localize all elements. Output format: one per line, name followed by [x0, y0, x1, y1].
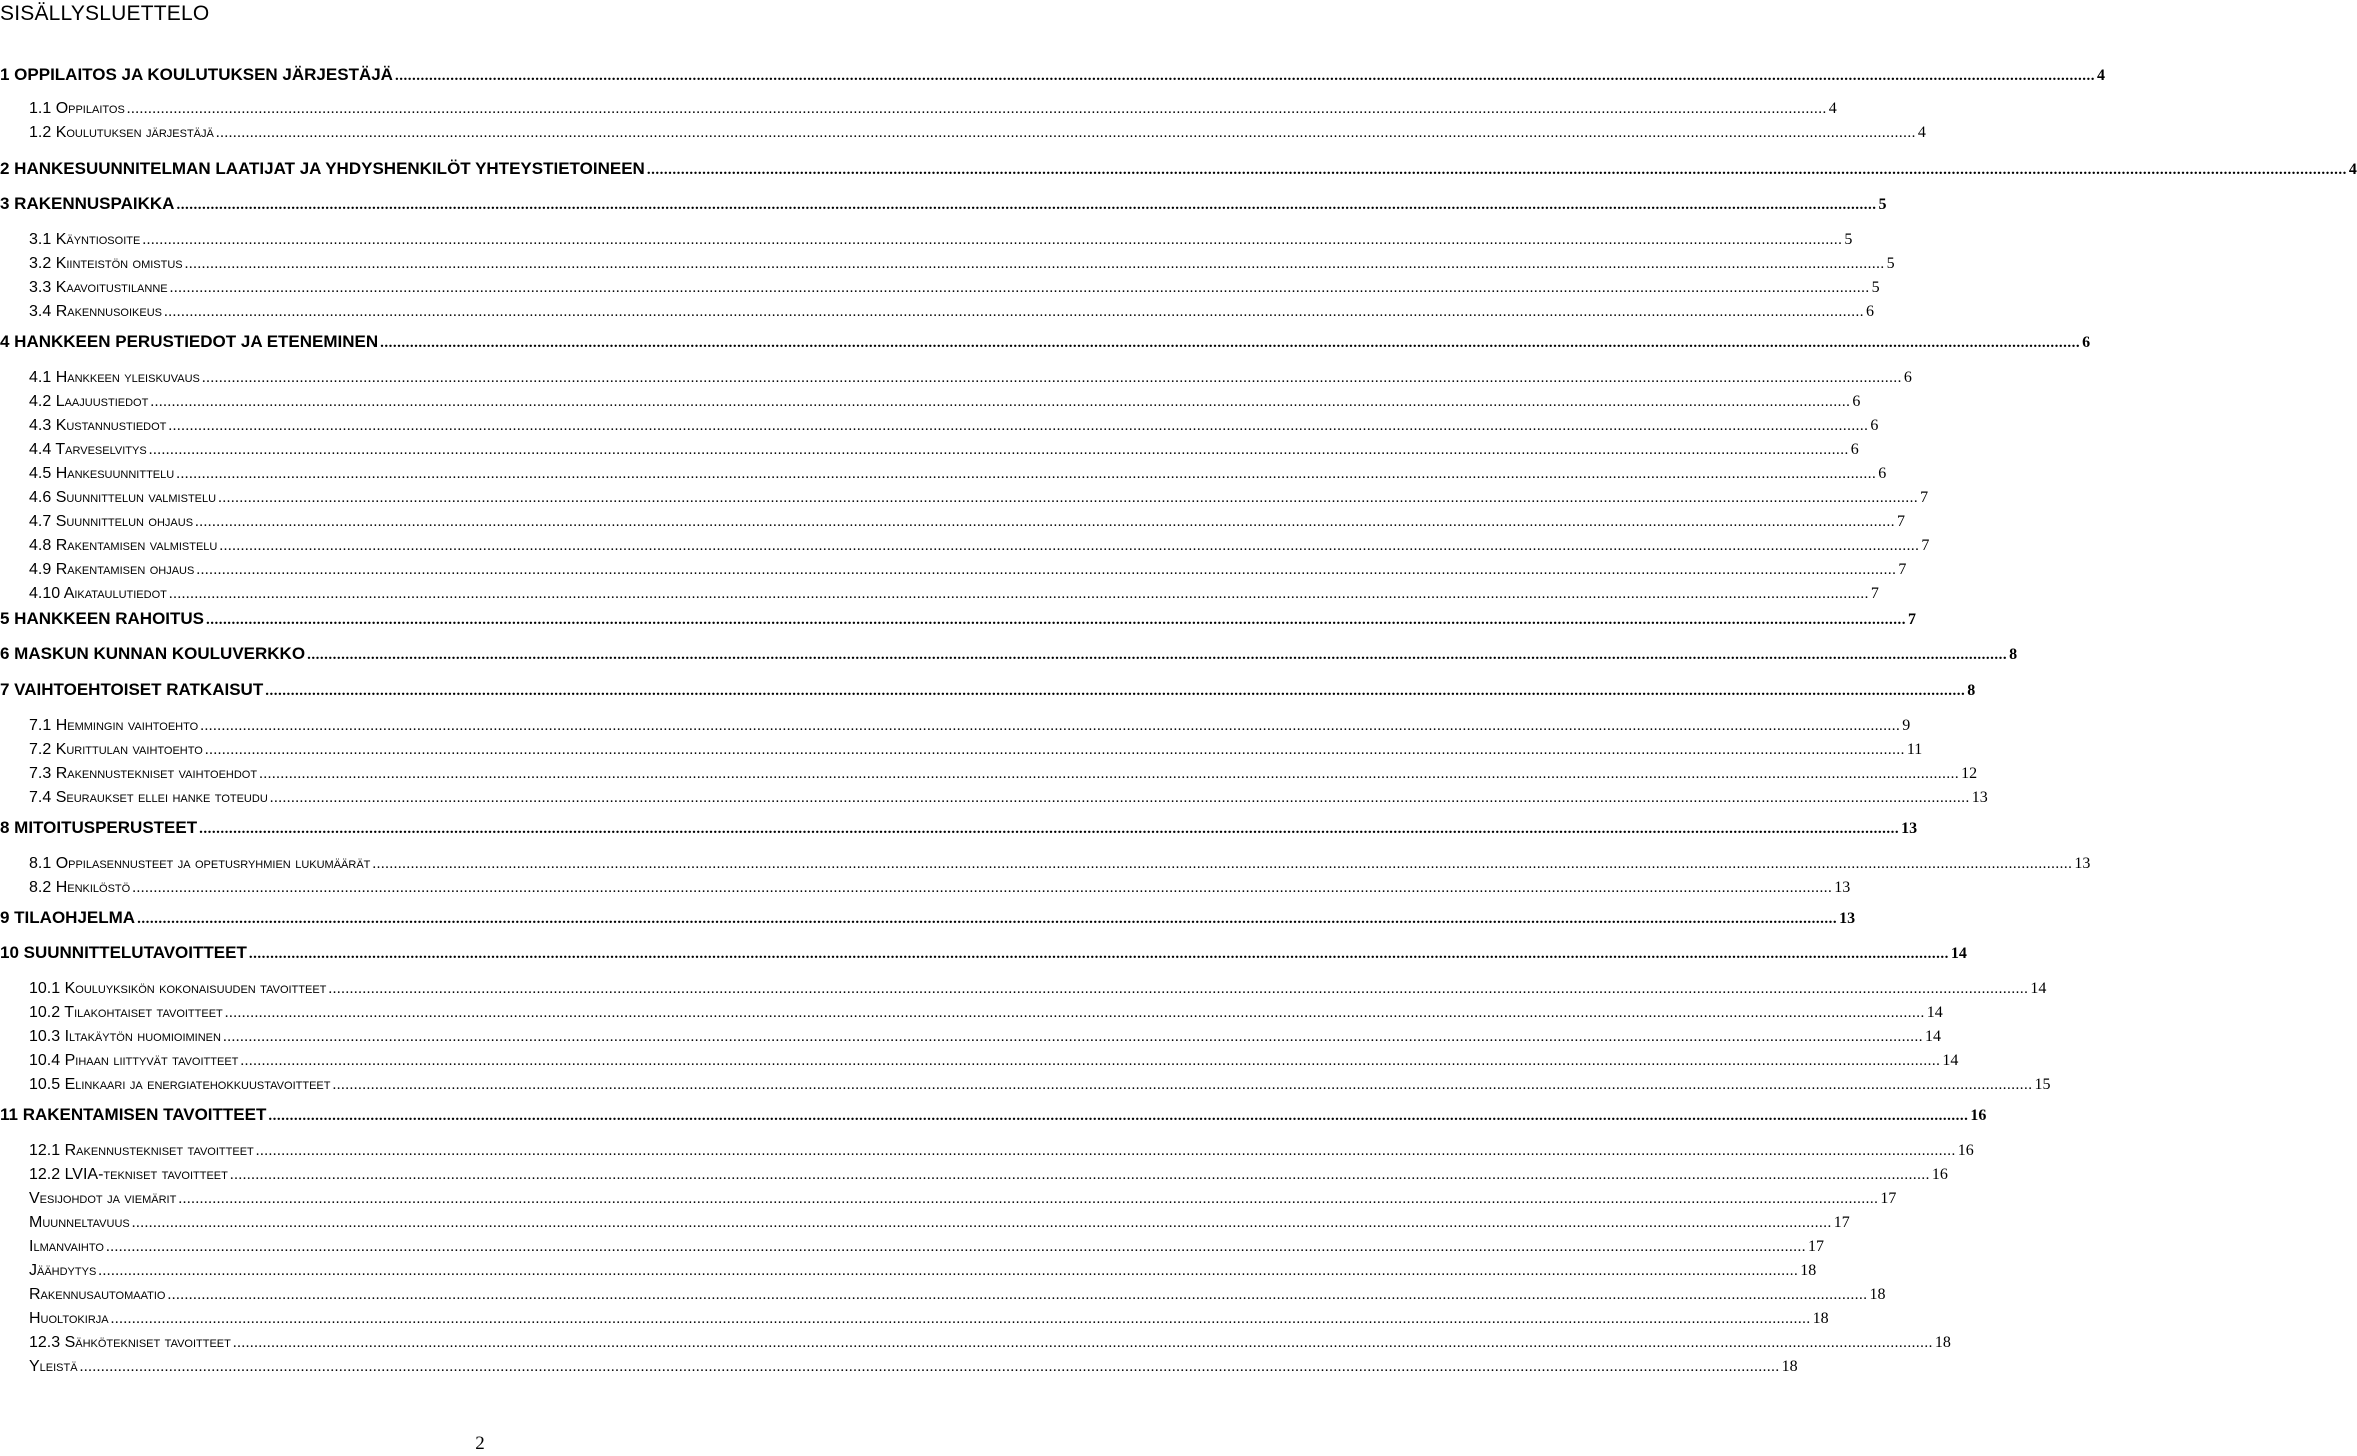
toc-entry-section[interactable]	[29, 583, 1879, 605]
toc-entry-label: 4.7 Suunnittelun ohjaus	[29, 513, 194, 530]
toc-entry-label: 4.8 Rakentamisen valmistelu	[29, 537, 218, 554]
toc-entry-label: 4.1 Hankkeen yleiskuvaus	[29, 369, 200, 386]
toc-entry-label: 10.3 Iltakäytön huomioiminen	[29, 1028, 221, 1045]
toc-entry-page: 14	[1926, 1004, 1943, 1021]
toc-entry-label: Yleistä	[29, 1358, 78, 1375]
toc-entry-label: 3 RAKENNUSPAIKKA	[0, 194, 175, 213]
dot-leader: ................................................................................................................................................................................................................................................................................................................................................................................................................	[215, 125, 1916, 141]
toc-entry-page: 13	[1901, 820, 1918, 837]
dot-leader: ................................................................................................................................................................................................................................................................................................................................................................................................................	[255, 1143, 1956, 1159]
dot-leader: ................................................................................................................................................................................................................................................................................................................................................................................................................	[142, 232, 1843, 248]
toc-entry-page: 5	[1871, 279, 1880, 296]
dot-leader: ................................................................................................................................................................................................................................................................................................................................................................................................................	[200, 718, 1901, 734]
toc-entry-section[interactable]	[29, 439, 1859, 461]
toc-entry-page: 7	[1898, 561, 1907, 578]
toc-entry-section[interactable]	[29, 367, 1912, 389]
dot-leader: ................................................................................................................................................................................................................................................................................................................................................................................................................	[380, 335, 2081, 351]
dot-leader: ................................................................................................................................................................................................................................................................................................................................................................................................................	[176, 197, 1877, 213]
toc-entry-label: 12.3 Sähkötekniset tavoitteet	[29, 1334, 231, 1351]
toc-entry-section[interactable]	[29, 739, 1923, 761]
dot-leader: ................................................................................................................................................................................................................................................................................................................................................................................................................	[259, 766, 1960, 782]
toc-entry-section[interactable]	[29, 1332, 1951, 1354]
toc-entry-label: 9 TILAOHJELMA	[0, 908, 136, 927]
toc-entry-label: 7 VAIHTOEHTOISET RATKAISUT	[0, 680, 264, 699]
toc-entry-label: 1 OPPILAITOS JA KOULUTUKSEN JÄRJESTÄJÄ	[0, 65, 393, 84]
toc-entry-page: 18	[1781, 1358, 1798, 1375]
toc-entry-label: 4.10 Aikataulutiedot	[29, 585, 167, 602]
toc-entry-page: 18	[1934, 1334, 1951, 1351]
toc-entry-section[interactable]	[29, 978, 2047, 1000]
toc-entry-label: 4.2 Laajuustiedot	[29, 393, 149, 410]
toc-entry-chapter[interactable]	[0, 608, 1917, 630]
toc-entry-page: 18	[1869, 1286, 1886, 1303]
toc-entry-page: 6	[1866, 303, 1874, 320]
toc-entry-label: 4.4 Tarveselvitys	[29, 441, 147, 458]
dot-leader: ................................................................................................................................................................................................................................................................................................................................................................................................................	[164, 304, 1864, 320]
toc-entry-page: 7	[1870, 585, 1879, 602]
toc-entry-page: 13	[1971, 789, 1988, 806]
toc-entry-page: 17	[1880, 1190, 1897, 1207]
toc-entry-label: 10.1 Kouluyksikön kokonaisuuden tavoitteet	[29, 980, 327, 997]
dot-leader: ................................................................................................................................................................................................................................................................................................................................................................................................................	[248, 946, 1949, 962]
toc-entry-label: 10.5 Elinkaari ja energiatehokkuustavoitteet	[29, 1076, 331, 1093]
toc-entry-label: 10.4 Pihaan liittyvät tavoitteet	[29, 1052, 239, 1069]
toc-entry-page: 17	[1807, 1238, 1824, 1255]
toc-entry-label: 5 HANKKEEN RAHOITUS	[0, 609, 205, 628]
toc-entry-label: 3.1 Käyntiosoite	[29, 231, 141, 248]
dot-leader: ................................................................................................................................................................................................................................................................................................................................................................................................................	[196, 562, 1897, 578]
toc-entry-section[interactable]	[29, 787, 1988, 809]
dot-leader: ................................................................................................................................................................................................................................................................................................................................................................................................................	[218, 490, 1919, 506]
toc-entry-label: 4 HANKKEEN PERUSTIEDOT JA ETENEMINEN	[0, 332, 379, 351]
toc-entry-section[interactable]	[29, 715, 1911, 737]
dot-leader: ................................................................................................................................................................................................................................................................................................................................................................................................................	[206, 612, 1907, 628]
toc-entry-page: 14	[1942, 1052, 1959, 1069]
dot-leader: ................................................................................................................................................................................................................................................................................................................................................................................................................	[199, 821, 1900, 837]
toc-entry-section[interactable]	[29, 1260, 1817, 1282]
toc-entry-label: 10 SUUNNITTELUTAVOITTEET	[0, 943, 247, 962]
toc-entry-section[interactable]	[29, 277, 1880, 299]
dot-leader: ................................................................................................................................................................................................................................................................................................................................................................................................................	[222, 1029, 1923, 1045]
toc-entry-page: 4	[1917, 124, 1926, 141]
toc-entry-label: 4.3 Kustannustiedot	[29, 417, 167, 434]
toc-entry-page: 12	[1961, 765, 1978, 782]
toc-entry-label: 4.6 Suunnittelun valmistelu	[29, 489, 217, 506]
dot-leader: ................................................................................................................................................................................................................................................................................................................................................................................................................	[328, 981, 2029, 997]
toc-entry-page: 16	[1931, 1166, 1948, 1183]
toc-entry-chapter[interactable]	[0, 643, 2018, 665]
toc-entry-label: 4.9 Rakentamisen ohjaus	[29, 561, 195, 578]
toc-entry-label: 1.1 Oppilaitos	[29, 100, 125, 117]
toc-entry-label: 3.3 Kaavoitustilanne	[29, 279, 168, 296]
toc-entry-label: Rakennusautomaatio	[29, 1286, 166, 1303]
dot-leader: ................................................................................................................................................................................................................................................................................................................................................................................................................	[219, 538, 1920, 554]
toc-entry-label: 4.5 Hankesuunnittelu	[29, 465, 175, 482]
dot-leader: ................................................................................................................................................................................................................................................................................................................................................................................................................	[131, 1215, 1832, 1231]
toc-entry-section[interactable]	[29, 1356, 1798, 1378]
toc-entry-section[interactable]	[29, 415, 1879, 437]
dot-leader: ................................................................................................................................................................................................................................................................................................................................................................................................................	[184, 256, 1885, 272]
toc-entry-chapter[interactable]	[0, 331, 2091, 353]
dot-leader: ................................................................................................................................................................................................................................................................................................................................................................................................................	[268, 1108, 1969, 1124]
toc-entry-section[interactable]	[29, 253, 1895, 275]
dot-leader: ................................................................................................................................................................................................................................................................................................................................................................................................................	[168, 418, 1869, 434]
dot-leader: ................................................................................................................................................................................................................................................................................................................................................................................................................	[105, 1239, 1806, 1255]
dot-leader: ................................................................................................................................................................................................................................................................................................................................................................................................................	[150, 394, 1851, 410]
toc-entry-page: 5	[1886, 255, 1895, 272]
toc-entry-page: 14	[1950, 945, 1967, 962]
toc-entry-label: 1.2 Koulutuksen järjestäjä	[29, 124, 214, 141]
dot-leader: ................................................................................................................................................................................................................................................................................................................................................................................................................	[132, 880, 1833, 896]
dot-leader: ................................................................................................................................................................................................................................................................................................................................................................................................................	[137, 911, 1838, 927]
dot-leader: ................................................................................................................................................................................................................................................................................................................................................................................................................	[332, 1077, 2033, 1093]
toc-entry-page: 6	[1870, 417, 1879, 434]
toc-entry-section[interactable]	[29, 1164, 1948, 1186]
dot-leader: ................................................................................................................................................................................................................................................................................................................................................................................................................	[204, 742, 1905, 758]
toc-entry-section[interactable]	[29, 1308, 1829, 1330]
toc-entry-page: 7	[1921, 537, 1930, 554]
dot-leader: ................................................................................................................................................................................................................................................................................................................................................................................................................	[269, 790, 1970, 806]
dot-leader: ................................................................................................................................................................................................................................................................................................................................................................................................................	[394, 68, 2095, 84]
toc-entry-label: Ilmanvaihto	[29, 1238, 104, 1255]
toc-entry-label: 10.2 Tilakohtaiset tavoitteet	[29, 1004, 223, 1021]
toc-entry-section[interactable]	[29, 487, 1929, 509]
toc-entry-page: 14	[2030, 980, 2047, 997]
toc-entry-label: 7.3 Rakennustekniset vaihtoehdot	[29, 765, 258, 782]
toc-entry-chapter[interactable]	[0, 64, 2105, 86]
toc-entry-page: 18	[1800, 1262, 1817, 1279]
toc-entry-label: Huoltokirja	[29, 1310, 109, 1327]
toc-entry-page: 16	[1970, 1107, 1987, 1124]
toc-entry-page: 13	[2074, 855, 2091, 872]
toc-entry-page: 11	[1906, 741, 1923, 758]
toc-entry-page: 5	[1844, 231, 1853, 248]
toc-entry-label: 12.2 LVIA-tekniset tavoitteet	[29, 1166, 228, 1183]
dot-leader: ................................................................................................................................................................................................................................................................................................................................................................................................................	[79, 1359, 1780, 1375]
toc-entry-section[interactable]	[29, 301, 1874, 323]
toc-entry-label: 8.2 Henkilöstö	[29, 879, 131, 896]
toc-entry-page: 4	[2096, 67, 2105, 84]
toc-entry-section[interactable]	[29, 229, 1853, 251]
dot-leader: ................................................................................................................................................................................................................................................................................................................................................................................................................	[169, 280, 1870, 296]
toc-entry-section[interactable]	[29, 1050, 1959, 1072]
toc-entry-section[interactable]	[29, 535, 1930, 557]
dot-leader: ................................................................................................................................................................................................................................................................................................................................................................................................................	[178, 1191, 1879, 1207]
toc-entry-section[interactable]	[29, 391, 1861, 413]
toc-entry-page: 14	[1924, 1028, 1941, 1045]
toc-entry-page: 7	[1908, 611, 1917, 628]
toc-entry-section[interactable]	[29, 1188, 1897, 1210]
dot-leader: ................................................................................................................................................................................................................................................................................................................................................................................................................	[195, 514, 1896, 530]
dot-leader: ................................................................................................................................................................................................................................................................................................................................................................................................................	[224, 1005, 1925, 1021]
dot-leader: ................................................................................................................................................................................................................................................................................................................................................................................................................	[240, 1053, 1941, 1069]
dot-leader: ................................................................................................................................................................................................................................................................................................................................................................................................................	[110, 1311, 1811, 1327]
toc-entry-label: 2 HANKESUUNNITELMAN LAATIJAT JA YHDYSHENKILÖT YHTEYSTIETOINEEN	[0, 159, 645, 178]
toc-entry-section[interactable]	[29, 1002, 1943, 1024]
toc-entry-label: Jäähdytys	[29, 1262, 97, 1279]
toc-entry-page: 4	[1828, 100, 1837, 117]
toc-entry-label: Muunneltavuus	[29, 1214, 130, 1231]
toc-entry-section[interactable]	[29, 122, 1926, 144]
toc-entry-chapter[interactable]	[0, 679, 1976, 701]
toc-entry-chapter[interactable]	[0, 158, 2357, 180]
toc-entry-section[interactable]	[29, 1212, 1850, 1234]
toc-entry-page: 8	[2009, 646, 2018, 663]
toc-entry-page: 9	[1902, 717, 1911, 734]
toc-entry-label: 12.1 Rakennustekniset tavoitteet	[29, 1142, 254, 1159]
toc-entry-label: 11 RAKENTAMISEN TAVOITTEET	[0, 1105, 267, 1124]
toc-entry-section[interactable]	[29, 1236, 1824, 1258]
toc-entry-page: 17	[1833, 1214, 1850, 1231]
dot-leader: ................................................................................................................................................................................................................................................................................................................................................................................................................	[372, 856, 2073, 872]
toc-entry-page: 13	[1834, 879, 1851, 896]
dot-leader: ................................................................................................................................................................................................................................................................................................................................................................................................................	[646, 162, 2347, 178]
toc-entry-section[interactable]	[29, 98, 1837, 120]
toc-entry-label: 7.1 Hemmingin vaihtoehto	[29, 717, 199, 734]
toc-entry-label: 8 MITOITUSPERUSTEET	[0, 818, 198, 837]
toc-entry-page: 18	[1812, 1310, 1829, 1327]
toc-entry-section[interactable]	[29, 511, 1906, 533]
toc-entry-page: 7	[1897, 513, 1906, 530]
page-number: 2	[475, 1433, 485, 1454]
toc-entry-section[interactable]	[29, 877, 1851, 899]
dot-leader: ................................................................................................................................................................................................................................................................................................................................................................................................................	[168, 586, 1869, 602]
toc-entry-label: 8.1 Oppilasennusteet ja opetusryhmien lukumäärät	[29, 855, 371, 872]
toc-entry-page: 5	[1878, 196, 1887, 213]
toc-entry-page: 6	[1850, 441, 1859, 458]
toc-entry-page: 15	[2034, 1076, 2051, 1093]
dot-leader: ................................................................................................................................................................................................................................................................................................................................................................................................................	[307, 647, 2008, 663]
toc-entry-chapter[interactable]	[0, 817, 1918, 839]
toc-entry-section[interactable]	[29, 1074, 2051, 1096]
page-title: SISÄLLYSLUETTELO	[0, 2, 210, 25]
dot-leader: ................................................................................................................................................................................................................................................................................................................................................................................................................	[201, 370, 1902, 386]
toc-entry-label: 6 MASKUN KUNNAN KOULUVERKKO	[0, 644, 306, 663]
toc-entry-section[interactable]	[29, 463, 1887, 485]
toc-entry-page: 4	[2348, 161, 2357, 178]
toc-entry-page: 6	[1878, 465, 1887, 482]
toc-entry-chapter[interactable]	[0, 1104, 1987, 1126]
toc-entry-page: 6	[2082, 334, 2091, 351]
dot-leader: ................................................................................................................................................................................................................................................................................................................................................................................................................	[126, 101, 1827, 117]
toc-entry-page: 6	[1852, 393, 1861, 410]
toc-entry-section[interactable]	[29, 559, 1907, 581]
toc-entry-chapter[interactable]	[0, 907, 1856, 929]
toc-entry-page: 16	[1957, 1142, 1974, 1159]
toc-entry-chapter[interactable]	[0, 942, 1967, 964]
toc-entry-page: 6	[1903, 369, 1912, 386]
toc-entry-section[interactable]	[29, 1026, 1941, 1048]
toc-entry-label: 7.4 Seuraukset ellei hanke toteudu	[29, 789, 268, 806]
dot-leader: ................................................................................................................................................................................................................................................................................................................................................................................................................	[232, 1335, 1933, 1351]
dot-leader: ................................................................................................................................................................................................................................................................................................................................................................................................................	[98, 1263, 1799, 1279]
toc-entry-page: 7	[1920, 489, 1929, 506]
toc-entry-page: 13	[1839, 910, 1856, 927]
toc-entry-label: 3.2 Kiinteistön omistus	[29, 255, 183, 272]
toc-entry-section[interactable]	[29, 1284, 1886, 1306]
dot-leader: ................................................................................................................................................................................................................................................................................................................................................................................................................	[265, 683, 1966, 699]
toc-entry-chapter[interactable]	[0, 193, 1887, 215]
dot-leader: ................................................................................................................................................................................................................................................................................................................................................................................................................	[148, 442, 1849, 458]
toc-entry-label: 7.2 Kurittulan vaihtoehto	[29, 741, 203, 758]
toc-entry-label: 3.4 Rakennusoikeus	[29, 303, 162, 320]
dot-leader: ................................................................................................................................................................................................................................................................................................................................................................................................................	[176, 466, 1877, 482]
toc-entry-page: 8	[1967, 682, 1976, 699]
toc-entry-section[interactable]	[29, 763, 1978, 785]
dot-leader: ................................................................................................................................................................................................................................................................................................................................................................................................................	[229, 1167, 1930, 1183]
toc-entry-label: Vesijohdot ja viemärit	[29, 1190, 177, 1207]
toc-entry-section[interactable]	[29, 1140, 1974, 1162]
toc-entry-section[interactable]	[29, 853, 2091, 875]
dot-leader: ................................................................................................................................................................................................................................................................................................................................................................................................................	[167, 1287, 1868, 1303]
